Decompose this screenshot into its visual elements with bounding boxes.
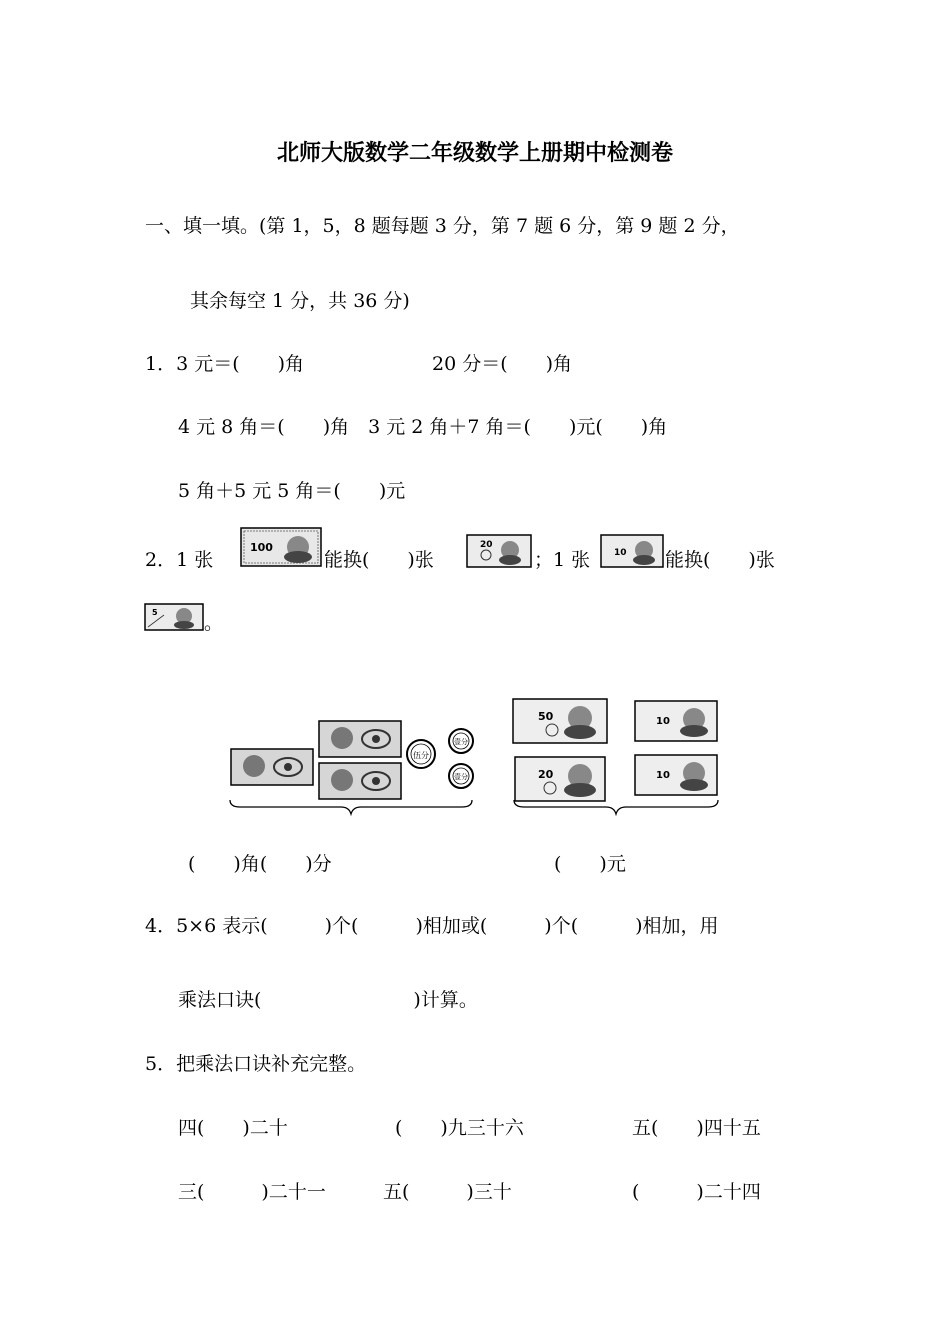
q5-item-2: ( )九三十六 <box>395 1117 524 1139</box>
page-title: 北师大版数学二年级数学上册期中检测卷 <box>276 141 673 166</box>
q1-line1-a: 1．3 元＝( )角 <box>145 353 305 375</box>
left-group-brace <box>228 798 474 818</box>
svg-text:10: 10 <box>614 548 627 558</box>
banknote-10-icon <box>600 534 664 568</box>
q4-line2: 乘法口诀( )计算。 <box>178 989 478 1011</box>
svg-text:20: 20 <box>480 540 493 550</box>
banknote-10-right-top-icon <box>634 700 718 742</box>
q5-item-3: 五( )四十五 <box>632 1117 761 1139</box>
svg-text:100: 100 <box>250 541 273 554</box>
coin-5-fen-icon <box>405 738 437 770</box>
banknote-20-right-icon <box>514 756 606 802</box>
q3-left-answer: ( )角( )分 <box>188 853 332 875</box>
q3-right-answer: ( )元 <box>554 853 626 875</box>
q1-line1-b: 20 分＝( )角 <box>432 353 573 375</box>
q2-part4: 能换( )张 <box>665 549 775 571</box>
banknote-left-2-icon <box>318 720 402 758</box>
banknote-100-icon <box>240 527 322 567</box>
svg-text:壹分: 壹分 <box>454 738 468 746</box>
svg-text:壹分: 壹分 <box>454 773 468 781</box>
coin-1-fen-top-icon <box>447 727 475 755</box>
q1-line3: 5 角＋5 元 5 角＝( )元 <box>178 480 406 502</box>
banknote-50-icon <box>512 698 608 744</box>
banknote-left-1-icon <box>230 748 314 786</box>
svg-text:20: 20 <box>538 768 554 781</box>
svg-text:50: 50 <box>538 710 554 723</box>
q4-line1: 4．5×6 表示( )个( )相加或( )个( )相加，用 <box>145 915 719 937</box>
q5-item-4: 三( )二十一 <box>178 1181 326 1203</box>
q2-part3: ；1 张 <box>534 549 591 571</box>
q2-part2: 能换( )张 <box>324 549 434 571</box>
svg-text:10: 10 <box>656 716 670 727</box>
section-heading-line2: 其余每空 1 分，共 36 分) <box>190 290 410 312</box>
svg-text:10: 10 <box>656 770 670 781</box>
q5-heading: 5．把乘法口诀补充完整。 <box>145 1053 367 1075</box>
q5-item-6: ( )二十四 <box>632 1181 761 1203</box>
right-group-brace <box>512 798 720 818</box>
q2-part1: 2．1 张 <box>145 549 214 571</box>
q5-item-5: 五( )三十 <box>383 1181 512 1203</box>
banknote-10-right-bottom-icon <box>634 754 718 796</box>
banknote-left-3-icon <box>318 762 402 800</box>
coin-1-fen-bottom-icon <box>447 762 475 790</box>
q5-item-1: 四( )二十 <box>178 1117 288 1139</box>
svg-text:5: 5 <box>152 608 158 617</box>
svg-text:伍分: 伍分 <box>413 751 429 760</box>
q2-part5: 。 <box>204 612 224 634</box>
section-heading-line1: 一、填一填。(第 1，5，8 题每题 3 分，第 7 题 6 分，第 9 题 2 分， <box>145 215 740 237</box>
banknote-5-icon <box>144 603 204 631</box>
q1-line2: 4 元 8 角＝( )角 3 元 2 角＋7 角＝( )元( )角 <box>178 416 668 438</box>
banknote-20-icon <box>466 534 532 568</box>
